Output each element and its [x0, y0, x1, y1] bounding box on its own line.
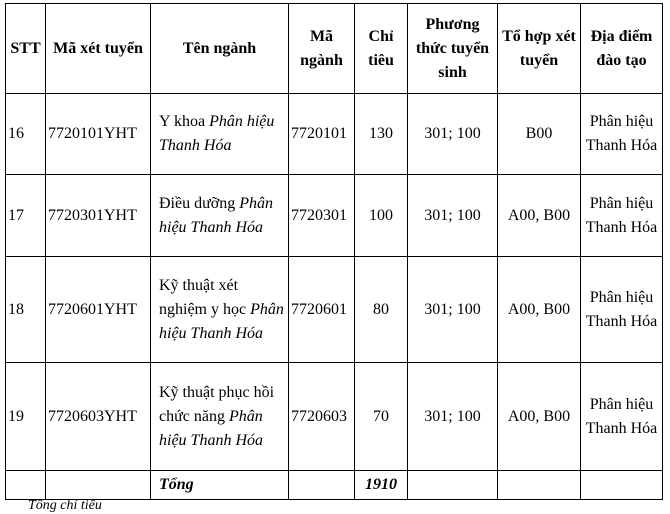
cell-to-hop: A00, B00	[498, 175, 581, 257]
major-name: Kỹ thuật xét nghiệm y học	[159, 276, 247, 318]
cell-chi-tieu: 130	[355, 94, 408, 175]
cell-ma-xet-tuyen: 7720101YHT	[46, 94, 151, 175]
cell-ten-nganh	[151, 175, 289, 257]
cell-stt: 17	[6, 175, 46, 257]
table-row	[6, 363, 663, 471]
cell-ma-nganh: 7720603	[289, 363, 355, 471]
major-name: Y khoa	[159, 113, 206, 130]
cell-phuong-thuc: 301; 100	[408, 175, 498, 257]
cell-ma-nganh: 7720101	[289, 94, 355, 175]
cell-dia-diem: Phân hiệu Thanh Hóa	[581, 363, 663, 471]
header-dia-diem: Địa điểm đào tạo	[581, 4, 663, 94]
cell-empty	[581, 471, 663, 500]
admissions-table	[5, 3, 663, 500]
cell-chi-tieu: 70	[355, 363, 408, 471]
table-row	[6, 94, 663, 175]
cell-ma-xet-tuyen: 7720601YHT	[46, 257, 151, 363]
cell-to-hop: A00, B00	[498, 363, 581, 471]
major-campus-note: Phân hiệu Thanh Hóa	[159, 113, 275, 154]
cell-to-hop: A00, B00	[498, 257, 581, 363]
cell-phuong-thuc: 301; 100	[408, 94, 498, 175]
table-row	[6, 257, 663, 363]
cell-empty	[46, 471, 151, 500]
cell-empty	[289, 471, 355, 500]
cell-ma-xet-tuyen: 7720301YHT	[46, 175, 151, 257]
cell-stt: 16	[6, 94, 46, 175]
header-ma-xet-tuyen: Mã xét tuyển	[46, 4, 151, 94]
cell-to-hop: B00	[498, 94, 581, 175]
header-ten-nganh: Tên ngành	[151, 4, 289, 94]
cell-ma-nganh: 7720301	[289, 175, 355, 257]
major-campus-note: Phân hiệu Thanh Hóa	[159, 300, 284, 342]
major-campus-note: Phân hiệu Thanh Hóa	[159, 407, 263, 449]
cell-ma-nganh: 7720601	[289, 257, 355, 363]
cell-dia-diem: Phân hiệu Thanh Hóa	[581, 175, 663, 257]
major-campus-note: Phân hiệu Thanh Hóa	[159, 194, 274, 236]
cell-chi-tieu: 80	[355, 257, 408, 363]
cell-ten-nganh	[151, 363, 289, 471]
total-label: Tổng	[151, 471, 289, 500]
cell-empty	[6, 471, 46, 500]
table-row	[6, 175, 663, 257]
cell-empty	[408, 471, 498, 500]
cell-ten-nganh	[151, 257, 289, 363]
header-phuong-thuc: Phương thức tuyển sinh	[408, 4, 498, 94]
major-name: Điều dưỡng	[159, 194, 236, 212]
header-to-hop: Tổ hợp xét tuyển	[498, 4, 581, 94]
cell-ten-nganh	[151, 94, 289, 175]
footnote: Tổng chỉ tiêu	[28, 498, 102, 513]
total-value: 1910	[355, 471, 408, 500]
header-stt: STT	[6, 4, 46, 94]
cell-ma-xet-tuyen: 7720603YHT	[46, 363, 151, 471]
header-chi-tieu: Chỉ tiêu	[355, 4, 408, 94]
cell-stt: 18	[6, 257, 46, 363]
cell-dia-diem: Phân hiệu Thanh Hóa	[581, 94, 663, 175]
major-name: Kỹ thuật phục hồi chức năng	[159, 383, 275, 425]
cell-dia-diem: Phân hiệu Thanh Hóa	[581, 257, 663, 363]
cell-chi-tieu: 100	[355, 175, 408, 257]
cell-phuong-thuc: 301; 100	[408, 257, 498, 363]
total-row	[6, 471, 663, 500]
cell-empty	[498, 471, 581, 500]
cell-phuong-thuc: 301; 100	[408, 363, 498, 471]
header-ma-nganh: Mã ngành	[289, 4, 355, 94]
table-header-row	[6, 4, 663, 94]
cell-stt: 19	[6, 363, 46, 471]
